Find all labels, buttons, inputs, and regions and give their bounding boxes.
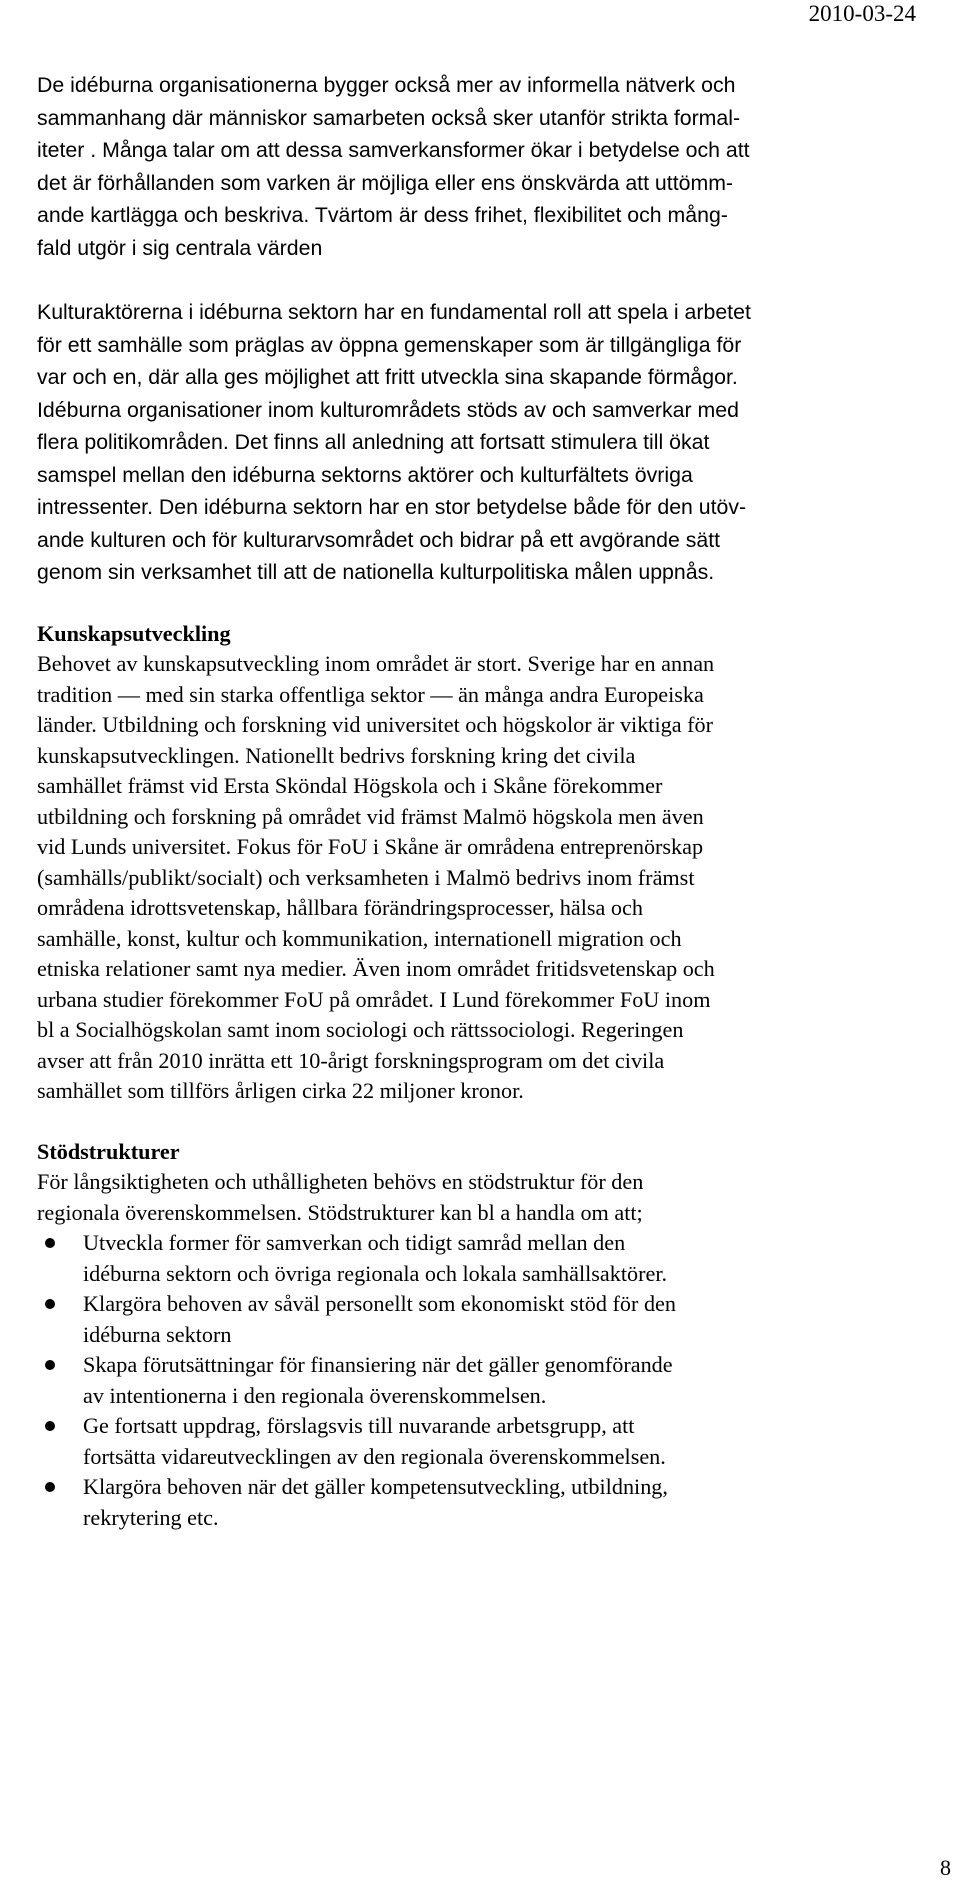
- header-date: 2010-03-24: [808, 1, 916, 26]
- text-line: Ge fortsatt uppdrag, förslagsvis till nuvarande arbetsgrupp, att: [83, 1413, 635, 1438]
- text-line: sammanhang där människor samarbeten också sker utanför strikta formal-: [37, 105, 741, 130]
- page-content: [37, 69, 957, 1533]
- text-line: vid Lunds universitet. Fokus för FoU i Skåne är områdena entreprenörskap: [37, 834, 704, 859]
- text-line: Skapa förutsättningar för finansiering när det gäller genomförande: [83, 1352, 673, 1377]
- text-line: För långsiktigheten och uthålligheten behövs en stödstruktur för den: [37, 1169, 644, 1194]
- paragraph-support-structures: [37, 1167, 957, 1228]
- text-line: Utveckla former för samverkan och tidigt samråd mellan den: [83, 1230, 626, 1255]
- bullet-icon: [45, 1482, 55, 1492]
- page-number: 8: [940, 1855, 951, 1880]
- text-line: etniska relationer samt nya medier. Även inom området fritidsvetenskap och: [37, 956, 715, 981]
- text-line: genom sin verksamhet till att de nationella kulturpolitiska målen uppnås.: [37, 560, 715, 584]
- text-line: Idéburna organisationer inom kulturområdets stöds av och samverkar med: [37, 397, 739, 422]
- text-line: Klargöra behoven av såväl personellt som ekonomiskt stöd för den: [83, 1291, 676, 1316]
- text-line: Kulturaktörerna i idéburna sektorn har en fundamental roll att spela i arbetet: [37, 300, 751, 324]
- text-line: utbildning och forskning på området vid främst Malmö högskola men även: [37, 803, 704, 829]
- list-item: [37, 1350, 957, 1411]
- text-line: regionala överenskommelsen. Stödstrukturer kan bl a handla om att;: [37, 1199, 643, 1225]
- text-line: ande kartlägga och beskriva. Tvärtom är dess frihet, flexibilitet och mång-: [37, 203, 728, 227]
- text-line: De idéburna organisationerna bygger också mer av informella nätverk och: [37, 73, 736, 97]
- bullet-icon: [45, 1238, 55, 1248]
- text-line: samhälle, konst, kultur och kommunikation, internationell migration och: [37, 925, 682, 951]
- text-line: tradition — med sin starka offentliga sektor — än många andra Europeiska: [37, 681, 704, 707]
- text-line: fortsätta vidareutvecklingen av den regionala överenskommelsen.: [83, 1443, 666, 1469]
- text-line: ande kulturen och för kulturarvsområdet och bidrar på ett avgörande sätt: [37, 527, 721, 552]
- text-line: samspel mellan den idéburna sektorns aktörer och kulturfältets övriga: [37, 462, 693, 487]
- list-item: [37, 1411, 957, 1472]
- text-line: var och en, där alla ges möjlighet att fritt utveckla sina skapande förmågor.: [37, 365, 738, 389]
- list-item: [37, 1228, 957, 1289]
- text-line: det är förhållanden som varken är möjliga eller ens önskvärda att uttömm-: [37, 170, 734, 195]
- text-line: områdena idrottsvetenskap, hållbara förändringsprocesser, hälsa och: [37, 895, 643, 920]
- text-line: bl a Socialhögskolan samt inom sociologi och rättssociologi. Regeringen: [37, 1017, 684, 1042]
- heading-kunskapsutveckling: Kunskapsutveckling: [37, 620, 231, 646]
- text-line: av intentionerna i den regionala överenskommelsen.: [83, 1382, 547, 1408]
- paragraph-informal-networks: [37, 69, 957, 264]
- list-item: [37, 1472, 957, 1533]
- text-line: rekrytering etc.: [83, 1504, 219, 1530]
- text-line: intressenter. Den idéburna sektorn har en stor betydelse både för den utöv-: [37, 495, 747, 519]
- paragraph-cultural-actors: [37, 296, 957, 589]
- bullet-icon: [45, 1299, 55, 1309]
- text-line: idéburna sektorn och övriga regionala och lokala samhällsaktörer.: [83, 1260, 668, 1286]
- text-line: för ett samhälle som präglas av öppna gemenskaper som är tillgängliga för: [37, 332, 742, 357]
- text-line: fald utgör i sig centrala värden: [37, 235, 323, 260]
- text-line: urbana studier förekommer FoU på området. I Lund förekommer FoU inom: [37, 986, 711, 1012]
- text-line: länder. Utbildning och forskning vid universitet och högskolor är viktiga för: [37, 712, 713, 737]
- list-item: [37, 1289, 957, 1350]
- text-line: (samhälls/publikt/socialt) och verksamheten i Malmö bedrivs inom främst: [37, 864, 695, 890]
- bullet-icon: [45, 1360, 55, 1370]
- heading-stodstrukturer: Stödstrukturer: [37, 1138, 180, 1164]
- text-line: samhället främst vid Ersta Sköndal Högskola och i Skåne förekommer: [37, 773, 663, 798]
- bullet-icon: [45, 1421, 55, 1431]
- support-structure-list: [37, 1228, 957, 1533]
- text-line: Klargöra behoven när det gäller kompetensutveckling, utbildning,: [83, 1474, 668, 1499]
- text-line: flera politikområden. Det finns all anledning att fortsatt stimulera till ökat: [37, 430, 710, 454]
- text-line: kunskapsutvecklingen. Nationellt bedrivs forskning kring det civila: [37, 742, 636, 768]
- paragraph-knowledge-development: [37, 649, 957, 1107]
- text-line: iteter . Många talar om att dessa samverkansformer ökar i betydelse och att: [37, 138, 750, 162]
- text-line: idéburna sektorn: [83, 1321, 232, 1347]
- text-line: avser att från 2010 inrätta ett 10-årigt forskningsprogram om det civila: [37, 1047, 665, 1073]
- text-line: samhället som tillförs årligen cirka 22 miljoner kronor.: [37, 1078, 524, 1103]
- text-line: Behovet av kunskapsutveckling inom området är stort. Sverige har en annan: [37, 651, 715, 676]
